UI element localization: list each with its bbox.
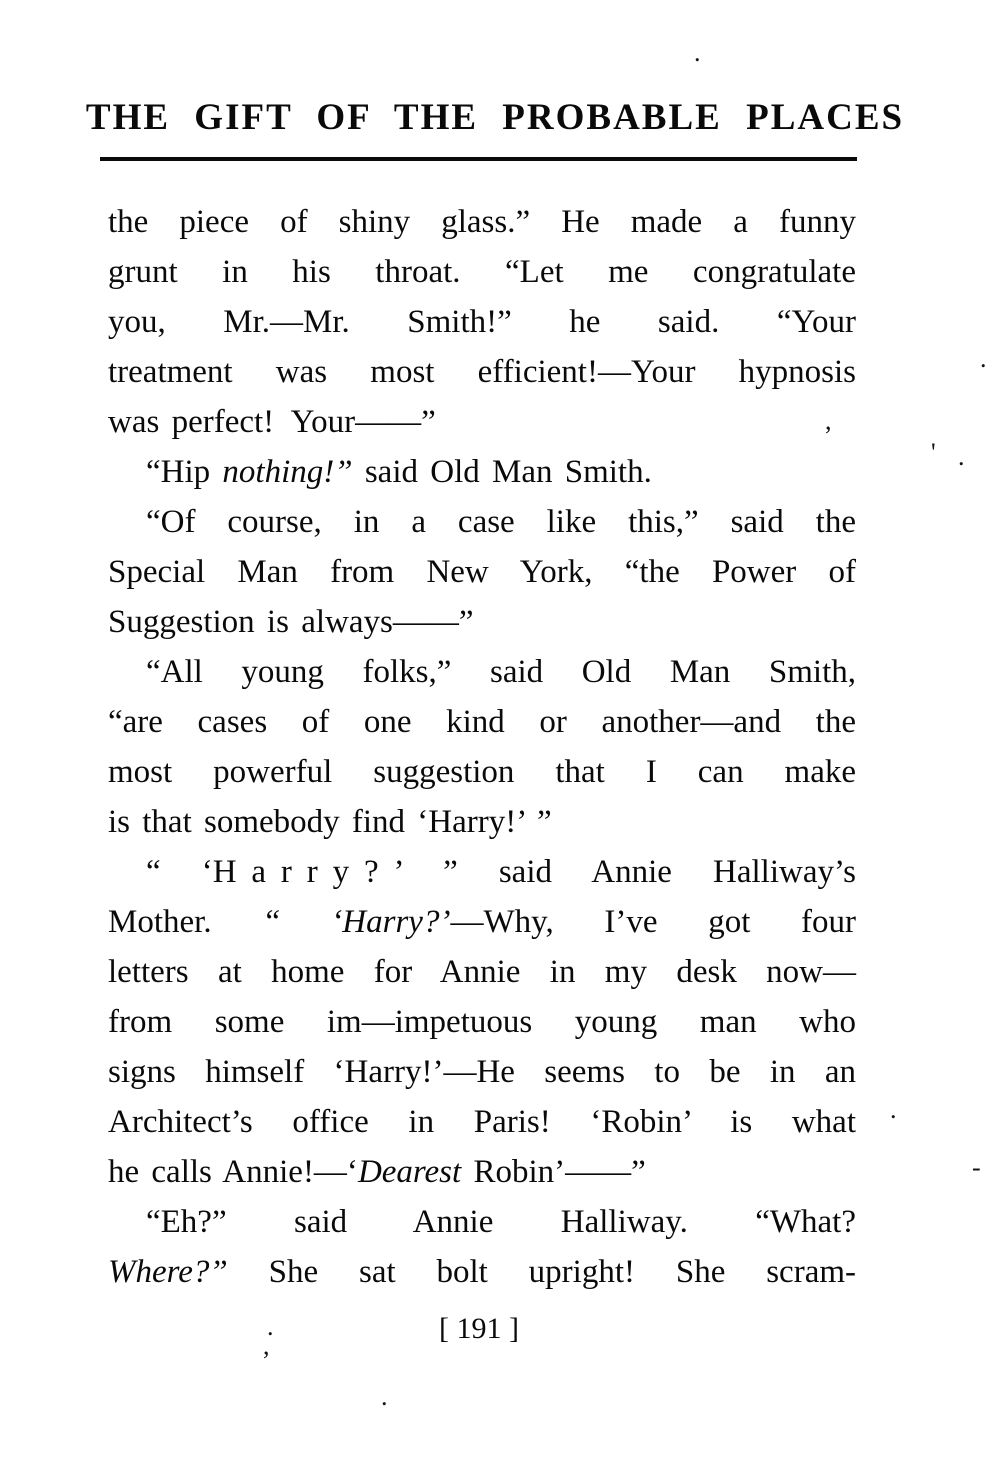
text-segment: you, Mr.—Mr. Smith!” he said. “Your [108,304,856,340]
text-segment: treatment was most efficient!—Your hypnosis [108,354,856,390]
text-segment: She sat bolt upright! She scram- [227,1254,856,1290]
running-head: THE GIFT OF THE PROBABLE PLACES [85,97,905,138]
text-line [108,447,856,497]
text-segment: Where?” [108,1254,228,1290]
text-segment: is that somebody find ‘Harry!’ ” [108,804,552,840]
text-line [108,1197,856,1247]
scan-artifact: . [694,38,701,67]
text-segment: “ ‘ [146,854,213,890]
text-segment: “ ‘Harry?’ [262,904,451,940]
scan-artifact: ' [931,438,936,467]
text-line [108,297,856,347]
scan-artifact: , [825,406,832,435]
text-segment: Special Man from New York, “the Power of [108,554,856,590]
text-line [108,997,856,1047]
text-line [108,947,856,997]
text-segment: nothing!” [222,454,353,490]
text-line [108,197,856,247]
text-segment: “Of course, in a case like this,” said the [146,504,856,540]
text-line [108,247,856,297]
scan-artifact: . [381,1382,388,1411]
text-segment: said Old Man Smith. [352,454,652,490]
scan-artifact: . [958,442,965,471]
header-rule [100,157,857,161]
text-segment: Robin’——” [461,1154,646,1190]
text-segment: “Hip [146,454,223,490]
text-segment: from some im—impetuous young man who [108,1004,856,1040]
text-segment: letters at home for Annie in my desk now— [108,954,856,990]
scan-artifact: . [980,344,987,373]
page-number: [ 191 ] [439,1312,519,1345]
text-segment: “All young folks,” said Old Man Smith, [146,654,856,690]
text-segment: Suggestion is always——” [108,604,474,640]
text-segment: Harry? [212,854,394,890]
text-line [108,547,856,597]
text-line [108,797,856,847]
text-segment: signs himself ‘Harry!’—He seems to be in an [108,1054,856,1090]
scan-artifact: . [267,1312,274,1341]
text-line [108,397,856,447]
scan-artifact: - [972,1153,981,1182]
text-line [108,497,856,547]
text-line [108,347,856,397]
text-segment: —Why, I’ve got four [450,904,857,940]
text-line [108,647,856,697]
text-segment: ’ ” said Annie Halliway’s [393,854,856,890]
scan-artifact: . [890,1095,897,1124]
text-segment: he calls Annie!—‘ [108,1154,358,1190]
text-segment: Dearest [357,1154,462,1190]
text-segment: was perfect! Your——” [108,404,436,440]
text-segment: most powerful suggestion that I can make [108,754,856,790]
text-line [108,1147,856,1197]
text-line [108,897,856,947]
text-segment: “are cases of one kind or another—and the [108,704,856,740]
text-segment: the piece of shiny glass.” He made a funny [108,204,856,240]
text-segment: grunt in his throat. “Let me congratulate [108,254,856,290]
text-line [108,1247,856,1297]
scan-artifact: , [263,1331,270,1360]
text-line [108,697,856,747]
text-segment: “Eh?” said Annie Halliway. “What? [146,1204,856,1240]
text-line [108,747,856,797]
text-line [108,1047,856,1097]
text-line [108,1097,856,1147]
text-segment: Mother. [108,904,263,940]
text-segment: Architect’s office in Paris! ‘Robin’ is what [108,1104,856,1140]
body-lines [108,197,856,1297]
text-line [108,597,856,647]
text-line [108,847,856,897]
